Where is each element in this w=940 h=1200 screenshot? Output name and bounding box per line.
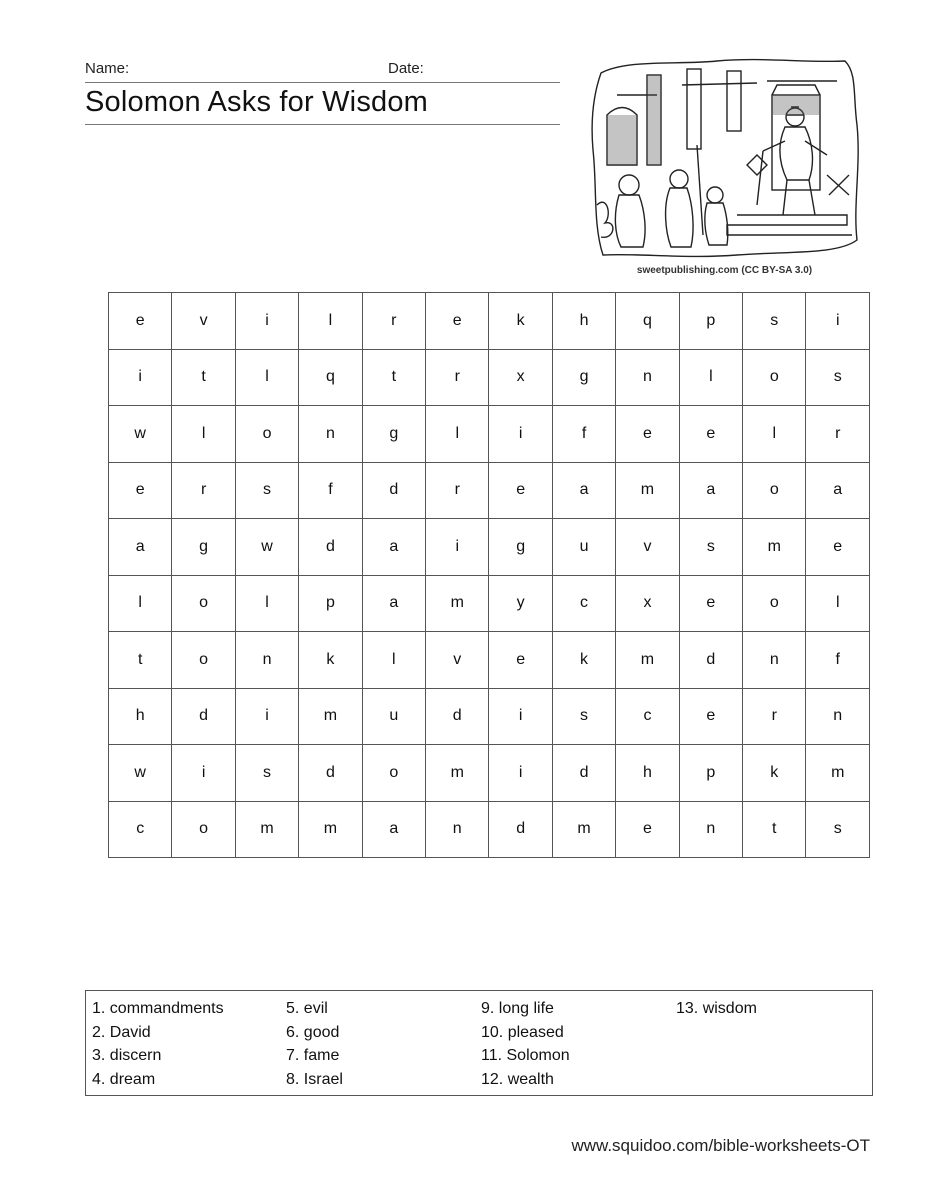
word-list-item: 2. David	[92, 1023, 151, 1041]
grid-cell[interactable]: g	[489, 519, 552, 576]
grid-cell[interactable]: s	[552, 688, 615, 745]
grid-cell[interactable]: k	[552, 632, 615, 689]
grid-cell[interactable]: l	[235, 349, 298, 406]
grid-cell[interactable]: a	[362, 801, 425, 858]
grid-cell[interactable]: a	[806, 462, 870, 519]
grid-row	[109, 349, 870, 406]
grid-cell[interactable]: h	[552, 293, 615, 350]
word-list-item: 9. long life	[481, 1000, 554, 1017]
grid-cell[interactable]: t	[743, 801, 806, 858]
grid-cell[interactable]: o	[235, 406, 298, 463]
grid-cell[interactable]: m	[426, 575, 489, 632]
grid-cell[interactable]: t	[172, 349, 235, 406]
grid-cell[interactable]: n	[426, 801, 489, 858]
grid-cell[interactable]: m	[552, 801, 615, 858]
grid-cell[interactable]: o	[172, 632, 235, 689]
grid-cell[interactable]: l	[109, 575, 172, 632]
grid-cell[interactable]: n	[299, 406, 362, 463]
word-list-item: 13. wisdom	[676, 1000, 757, 1017]
grid-cell[interactable]: l	[426, 406, 489, 463]
grid-cell[interactable]: i	[489, 745, 552, 802]
grid-cell[interactable]: d	[489, 801, 552, 858]
grid-cell[interactable]: q	[616, 293, 679, 350]
grid-cell[interactable]: x	[489, 349, 552, 406]
grid-cell[interactable]: e	[109, 293, 172, 350]
grid-cell[interactable]: o	[172, 575, 235, 632]
grid-cell[interactable]: l	[299, 293, 362, 350]
grid-cell[interactable]: e	[679, 575, 742, 632]
grid-cell[interactable]: k	[743, 745, 806, 802]
grid-cell[interactable]: s	[235, 745, 298, 802]
grid-cell[interactable]: v	[616, 519, 679, 576]
grid-cell[interactable]: s	[806, 801, 870, 858]
word-list-item: 5. evil	[286, 1000, 328, 1017]
grid-cell[interactable]: m	[616, 632, 679, 689]
grid-row	[109, 575, 870, 632]
grid-cell[interactable]: x	[616, 575, 679, 632]
grid-cell[interactable]: p	[679, 745, 742, 802]
grid-row	[109, 801, 870, 858]
grid-cell[interactable]: w	[235, 519, 298, 576]
grid-row	[109, 406, 870, 463]
grid-cell[interactable]: f	[552, 406, 615, 463]
grid-cell[interactable]: a	[679, 462, 742, 519]
grid-cell[interactable]: m	[235, 801, 298, 858]
grid-cell[interactable]: i	[172, 745, 235, 802]
illustration-credit: sweetpublishing.com (CC BY-SA 3.0)	[636, 265, 813, 276]
grid-cell[interactable]: n	[679, 801, 742, 858]
grid-cell[interactable]: i	[426, 519, 489, 576]
date-label: Date:	[388, 60, 424, 77]
grid-cell[interactable]: n	[235, 632, 298, 689]
grid-cell[interactable]: r	[172, 462, 235, 519]
grid-cell[interactable]: v	[172, 293, 235, 350]
grid-cell[interactable]: o	[362, 745, 425, 802]
word-list-item: 3. discern	[92, 1047, 162, 1064]
grid-cell[interactable]: a	[109, 519, 172, 576]
grid-cell[interactable]: n	[616, 349, 679, 406]
grid-cell[interactable]: l	[235, 575, 298, 632]
word-list-item: 8. Israel	[286, 1070, 343, 1088]
grid-cell[interactable]: e	[679, 406, 742, 463]
grid-cell[interactable]: c	[552, 575, 615, 632]
grid-cell[interactable]: q	[299, 349, 362, 406]
grid-cell[interactable]: e	[489, 462, 552, 519]
word-list-column	[286, 997, 343, 1091]
grid-cell[interactable]: t	[362, 349, 425, 406]
grid-cell[interactable]: p	[679, 293, 742, 350]
grid-cell[interactable]: s	[679, 519, 742, 576]
word-list-item: 1. commandments	[92, 1000, 224, 1017]
grid-cell[interactable]: m	[299, 801, 362, 858]
name-label: Name:	[85, 60, 130, 77]
grid-cell[interactable]: d	[299, 519, 362, 576]
grid-cell[interactable]: y	[489, 575, 552, 632]
grid-cell[interactable]: g	[172, 519, 235, 576]
word-list-item: 10. pleased	[481, 1023, 564, 1041]
grid-cell[interactable]: d	[679, 632, 742, 689]
footer-url: www.squidoo.com/bible-worksheets-OT	[571, 1136, 870, 1155]
grid-cell[interactable]: d	[172, 688, 235, 745]
grid-cell[interactable]: n	[806, 688, 870, 745]
grid-cell[interactable]: r	[806, 406, 870, 463]
word-list-column	[676, 997, 757, 1021]
grid-cell[interactable]: a	[552, 462, 615, 519]
grid-cell[interactable]: a	[362, 519, 425, 576]
solomon-throne-illustration-icon	[587, 55, 862, 263]
word-list-item: 11. Solomon	[481, 1047, 570, 1064]
grid-cell[interactable]: c	[109, 801, 172, 858]
grid-cell[interactable]: d	[552, 745, 615, 802]
word-list-item: 4. dream	[92, 1070, 156, 1088]
grid-cell[interactable]: l	[679, 349, 742, 406]
grid-cell[interactable]: c	[616, 688, 679, 745]
grid-cell[interactable]: i	[109, 349, 172, 406]
grid-cell[interactable]: s	[806, 349, 870, 406]
grid-cell[interactable]: d	[362, 462, 425, 519]
grid-cell[interactable]: r	[426, 462, 489, 519]
grid-cell[interactable]: m	[299, 688, 362, 745]
grid-cell[interactable]: w	[109, 745, 172, 802]
grid-cell[interactable]: n	[743, 632, 806, 689]
grid-cell[interactable]: e	[489, 632, 552, 689]
grid-cell[interactable]: w	[109, 406, 172, 463]
grid-cell[interactable]: i	[235, 293, 298, 350]
grid-cell[interactable]: m	[616, 462, 679, 519]
grid-cell[interactable]: v	[426, 632, 489, 689]
grid-cell[interactable]: s	[235, 462, 298, 519]
word-list-item: 12. wealth	[481, 1070, 554, 1088]
word-list-box	[85, 990, 873, 1096]
grid-cell[interactable]: r	[743, 688, 806, 745]
grid-cell[interactable]: d	[299, 745, 362, 802]
grid-cell[interactable]: d	[426, 688, 489, 745]
name-date-line	[85, 82, 560, 83]
grid-cell[interactable]: h	[109, 688, 172, 745]
grid-cell[interactable]: o	[743, 349, 806, 406]
word-list-column	[481, 997, 570, 1091]
grid-row	[109, 462, 870, 519]
word-list-item: 6. good	[286, 1023, 340, 1041]
word-list-column	[92, 997, 224, 1091]
grid-cell[interactable]: r	[426, 349, 489, 406]
grid-cell[interactable]: e	[109, 462, 172, 519]
grid-cell[interactable]: f	[806, 632, 870, 689]
grid-cell[interactable]: e	[616, 801, 679, 858]
grid-cell[interactable]: m	[806, 745, 870, 802]
grid-cell[interactable]: u	[362, 688, 425, 745]
grid-row	[109, 688, 870, 745]
grid-cell[interactable]: g	[362, 406, 425, 463]
title-underline	[85, 124, 560, 125]
grid-cell[interactable]: p	[299, 575, 362, 632]
grid-cell[interactable]: l	[806, 575, 870, 632]
grid-cell[interactable]: i	[489, 406, 552, 463]
grid-cell[interactable]: i	[489, 688, 552, 745]
grid-row	[109, 745, 870, 802]
grid-cell[interactable]: s	[743, 293, 806, 350]
grid-cell[interactable]: h	[616, 745, 679, 802]
grid-cell[interactable]: e	[426, 293, 489, 350]
grid-row	[109, 293, 870, 350]
grid-cell[interactable]: l	[362, 632, 425, 689]
grid-cell[interactable]: l	[172, 406, 235, 463]
grid-cell[interactable]: f	[299, 462, 362, 519]
grid-row	[109, 632, 870, 689]
grid-cell[interactable]: o	[172, 801, 235, 858]
grid-cell[interactable]: k	[299, 632, 362, 689]
grid-cell[interactable]: e	[679, 688, 742, 745]
grid-cell[interactable]: i	[806, 293, 870, 350]
word-search-grid	[108, 292, 870, 858]
grid-cell[interactable]: r	[362, 293, 425, 350]
word-list-item: 7. fame	[286, 1047, 340, 1064]
grid-row	[109, 519, 870, 576]
grid-cell[interactable]: g	[552, 349, 615, 406]
grid-cell[interactable]: i	[235, 688, 298, 745]
grid-cell[interactable]: m	[743, 519, 806, 576]
page-title: Solomon Asks for Wisdom	[85, 86, 429, 118]
grid-cell[interactable]: m	[426, 745, 489, 802]
grid-cell[interactable]: e	[616, 406, 679, 463]
grid-cell[interactable]: l	[743, 406, 806, 463]
grid-cell[interactable]: a	[362, 575, 425, 632]
grid-cell[interactable]: o	[743, 575, 806, 632]
grid-cell[interactable]: k	[489, 293, 552, 350]
grid-cell[interactable]: u	[552, 519, 615, 576]
grid-cell[interactable]: e	[806, 519, 870, 576]
grid-cell[interactable]: o	[743, 462, 806, 519]
grid-cell[interactable]: t	[109, 632, 172, 689]
